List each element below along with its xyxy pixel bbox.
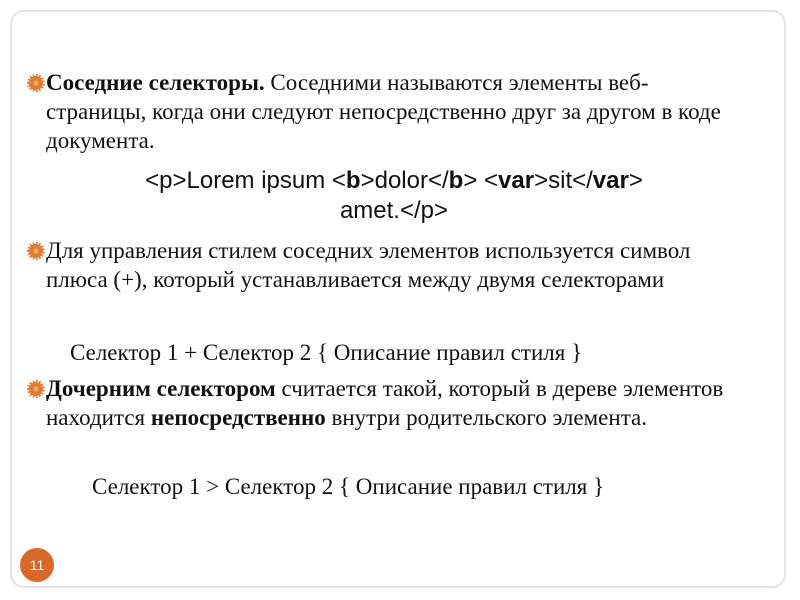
page-number-badge: 11: [20, 548, 54, 582]
emphasis-text: непосредственно: [150, 405, 326, 430]
definition-text: считается такой, который в дереве элементов находится: [46, 376, 724, 430]
code-text: dolor: [374, 167, 428, 194]
bullet-icon: [30, 245, 42, 257]
term-adjacent-selectors: Соседние селекторы.: [46, 70, 265, 95]
code-text: amet.: [339, 197, 400, 224]
code-example: [44, 166, 744, 226]
syntax-adjacent-selector: Селектор 1 + Селектор 2 { Описание правил стиля }: [70, 340, 583, 365]
code-text: sit: [548, 167, 573, 194]
paragraph-plus-symbol: Для управления стилем соседних элементов используется символ плюса (+), который устанавливается между двумя селекторами: [46, 238, 691, 292]
code-tag-b-open: <b>: [331, 167, 375, 194]
bullet-icon: [30, 77, 42, 89]
code-tag-b-close: </b>: [427, 167, 478, 194]
bullet-icon: [30, 383, 42, 395]
paragraph-adjacent-selectors: [46, 68, 726, 155]
definition-text: внутри родительского элемента.: [325, 405, 647, 430]
code-tag-var-close: </var>: [572, 167, 643, 194]
paragraph-child-selector: [46, 374, 726, 432]
definition-text: Соседними называются элементы веб-страницы, когда они следуют непосредственно друг за другом в коде документа.: [46, 70, 721, 153]
code-text: Lorem ipsum: [186, 167, 332, 194]
code-tag-p-close: </p>: [399, 197, 449, 224]
code-tag-var-open: <var>: [484, 167, 549, 194]
code-tag-p-open: <p>: [145, 167, 187, 194]
syntax-child-selector: Селектор 1 > Селектор 2 { Описание правил стиля }: [92, 474, 605, 499]
term-child-selector: Дочерним селектором: [46, 376, 276, 401]
